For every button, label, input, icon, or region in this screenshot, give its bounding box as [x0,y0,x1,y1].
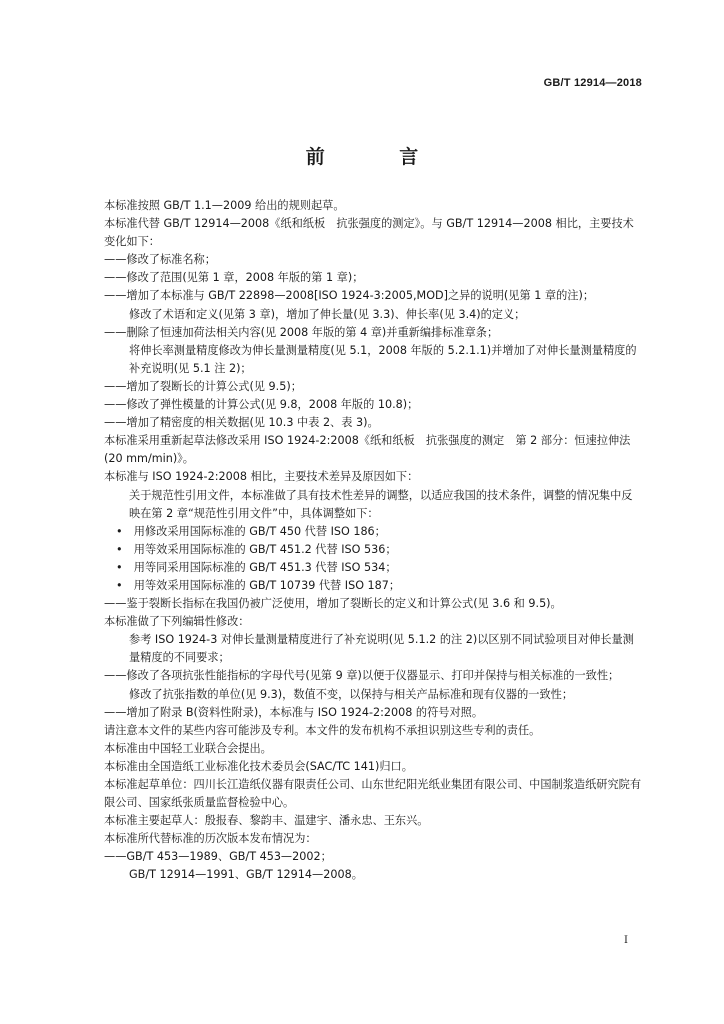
foreword-paragraph: ——鉴于裂断长指标在我国仍被广泛使用，增加了裂断长的定义和计算公式(见 3.6 和 9.5)。 [104,597,562,611]
page-number: I [624,935,628,946]
foreword-paragraph: ——修改了弹性模量的计算公式(见 9.8，2008 年版的 10.8)； [104,398,419,412]
foreword-paragraph: ——修改了范围(见第 1 章，2008 年版的第 1 章)； [104,271,364,285]
foreword-paragraph: ——增加了附录 B(资料性附录)，本标准与 ISO 1924-2:2008 的符号对照。 [104,705,484,719]
foreword-paragraph: 请注意本文件的某些内容可能涉及专利。本文件的发布机构不承担识别这些专利的责任。 [104,723,541,737]
foreword-paragraph: • 用等效采用国际标准的 GB/T 451.2 代替 ISO 536； [116,542,397,556]
foreword-paragraph: ——GB/T 453—1989、GB/T 453—2002； [104,850,332,864]
foreword-paragraph: • 用等效采用国际标准的 GB/T 10739 代替 ISO 187； [116,578,401,592]
foreword-paragraph: 本标准主要起草人：殷报春、黎韵丰、温建宇、潘永忠、王东兴。 [104,814,429,828]
foreword-paragraph: ——增加了精密度的相关数据(见 10.3 中表 2、表 3)。 [104,416,379,430]
foreword-paragraph: ——修改了标准名称； [104,253,216,267]
foreword-body [83,197,643,885]
foreword-paragraph: 参考 ISO 1924-3 对伸长量测量精度进行了补充说明(见 5.1.2 的注 2)以区别不同试验项目对伸长量测量精度的不同要求； [129,633,634,665]
standard-number: GB/T 12914—2018 [543,77,642,89]
foreword-paragraph: 修改了术语和定义(见第 3 章)，增加了伸长量(见 3.3)、伸长率(见 3.4)的定义； [129,307,526,321]
foreword-paragraph: 本标准代替 GB/T 12914—2008《纸和纸板 抗张强度的测定》。与 GB/T 12914—2008 相比，主要技术变化如下： [104,217,634,249]
foreword-paragraph: 本标准所代替标准的历次版本发布情况为： [104,832,317,846]
foreword-paragraph: 本标准采用重新起草法修改采用 ISO 1924-2:2008《纸和纸板 抗张强度的测定 第 2 部分：恒速拉伸法(20 mm/min)》。 [104,434,631,466]
foreword-paragraph: ——删除了恒速加荷法相关内容(见 2008 年版的第 4 章)并重新编排标准章条； [104,325,499,339]
foreword-paragraph: • 用等同采用国际标准的 GB/T 451.3 代替 ISO 534； [116,560,397,574]
foreword-paragraph: 本标准做了下列编辑性修改： [104,615,250,629]
foreword-paragraph: 本标准由全国造纸工业标准化技术委员会(SAC/TC 141)归口。 [104,759,413,773]
foreword-paragraph: 修改了抗张指数的单位(见 9.3)，数值不变，以保持与相关产品标准和现有仪器的一致性； [129,687,574,701]
foreword-paragraph: 本标准起草单位：四川长江造纸仪器有限责任公司、山东世纪阳光纸业集团有限公司、中国制浆造纸研究院有限公司、国家纸张质量监督检验中心。 [104,778,642,810]
foreword-paragraph: 将伸长率测量精度修改为伸长量测量精度(见 5.1，2008 年版的 5.2.1.1)并增加了对伸长量测量精度的补充说明(见 5.1 注 2)； [129,343,637,375]
foreword-paragraph: ——修改了各项抗张性能指标的字母代号(见第 9 章)以便于仪器显示、打印并保持与相关标准的一致性； [104,669,620,683]
foreword-paragraph: ——增加了本标准与 GB/T 22898—2008[ISO 1924-3:2005,MOD]之异的说明(见第 1 章的注)； [104,289,595,303]
foreword-paragraph: • 用修改采用国际标准的 GB/T 450 代替 ISO 186； [116,524,386,538]
page-title: 前 言 [305,146,453,168]
foreword-paragraph: 本标准由中国轻工业联合会提出。 [104,741,272,755]
foreword-paragraph: 关于规范性引用文件，本标准做了具有技术性差异的调整，以适应我国的技术条件，调整的情况集中反映在第 2 章“规范性引用文件”中，具体调整如下： [129,488,633,520]
foreword-paragraph: 本标准与 ISO 1924-2:2008 相比，主要技术差异及原因如下： [104,470,419,484]
foreword-paragraph: GB/T 12914—1991、GB/T 12914—2008。 [129,868,363,882]
foreword-paragraph: 本标准按照 GB/T 1.1—2009 给出的规则起草。 [104,199,345,212]
foreword-paragraph: ——增加了裂断长的计算公式(见 9.5)； [104,379,302,393]
